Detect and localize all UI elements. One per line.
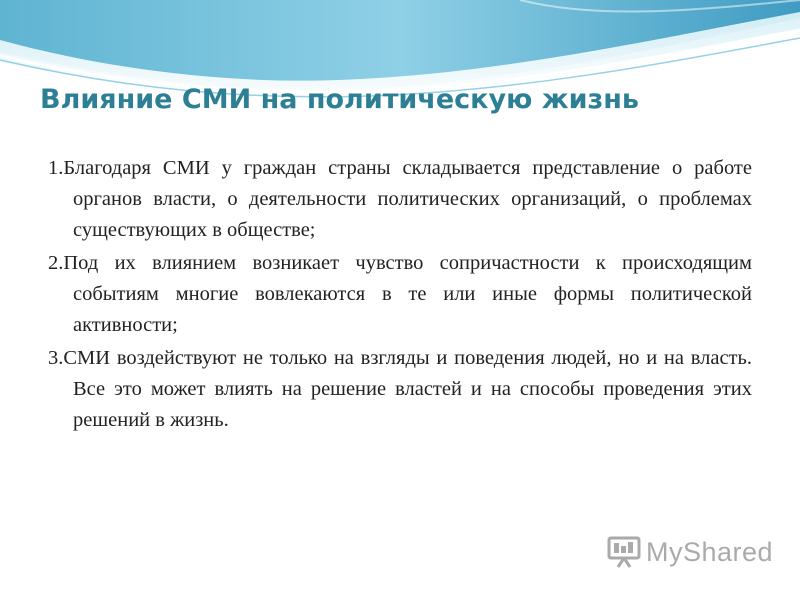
- watermark-text: MyShared: [646, 536, 774, 567]
- presentation-screen-icon: [606, 534, 642, 570]
- list-item: 3.СМИ воздействуют не только на взгляды и поведения людей, но и на власть. Все это может влиять на решение властей и на способы проведения этих решений в жизнь.: [48, 347, 752, 431]
- watermark: [606, 532, 773, 572]
- slide-body: [48, 153, 752, 438]
- slide-title: Влияние СМИ на политическую жизнь: [40, 84, 639, 115]
- list-item: 2.Под их влиянием возникает чувство сопричастности к происходящим событиям многие вовлекаются в те или иные формы политической активности;: [48, 252, 752, 336]
- list-item: 1.Благодаря СМИ у граждан страны складывается представление о работе органов власти, о деятельности политических организаций, о проблемах существующих в обществе;: [48, 157, 752, 241]
